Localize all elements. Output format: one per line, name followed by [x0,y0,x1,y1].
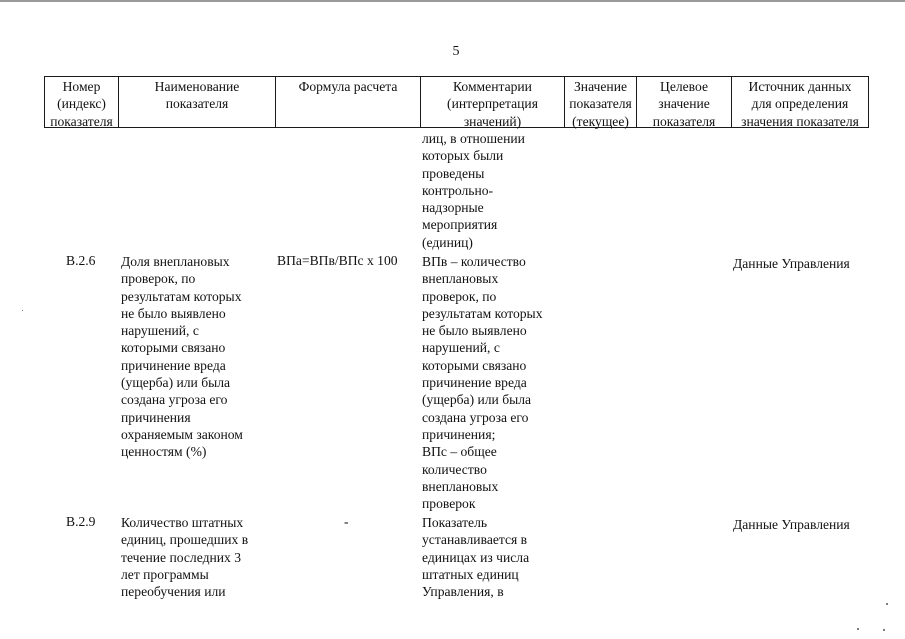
header-index: Номер (индекс) показателя [45,77,119,127]
scan-speck [22,310,23,311]
row-comment: ВПв – количество внеплановых проверок, по результатам которых не было выявлено нарушений, с которыми связано причинение вреда (ущерба) или была создана угроза его причинения; ВПс – общее количество внеплановых проверок [422,254,543,512]
page-number: 5 [452,44,460,59]
top-rule [0,0,905,2]
row-indicator-name: Количество штатных единиц, прошедших в течение последних 3 лет программы переобучения или [121,515,249,600]
scan-speck [857,628,859,630]
header-current-value: Значение показателя (текущее) [565,77,637,127]
header-comments: Комментарии (интерпретация значений) [421,77,565,127]
row-formula: - [344,514,349,529]
scan-speck [886,603,888,605]
header-name: Наименование показателя [119,77,276,127]
row-comment: Показатель устанавливается в единицах из числа штатных единиц Управления, в [422,515,530,600]
row-data-source: Данные Управления [733,256,850,271]
row-indicator-name: Доля внеплановых проверок, по результатам которых не было выявлено нарушений, с которыми связано причинение вреда (ущерба) или была создана угроза его причинения охраняемым законом ценностям (%) [121,254,243,460]
continued-comment: лиц, в отношении которых были проведены контрольно- надзорные мероприятия (единиц) [422,131,525,250]
scan-speck [883,629,885,631]
row-data-source: Данные Управления [733,517,850,532]
header-target-value: Целевое значение показателя [637,77,732,127]
row-index: В.2.6 [66,253,96,268]
header-data-source: Источник данных для определения значения показателя [741,79,859,129]
row-formula: ВПа=ВПв/ВПс х 100 [277,253,398,268]
header-formula: Формула расчета [276,77,421,127]
table-header [44,76,869,128]
row-index: В.2.9 [66,514,96,529]
